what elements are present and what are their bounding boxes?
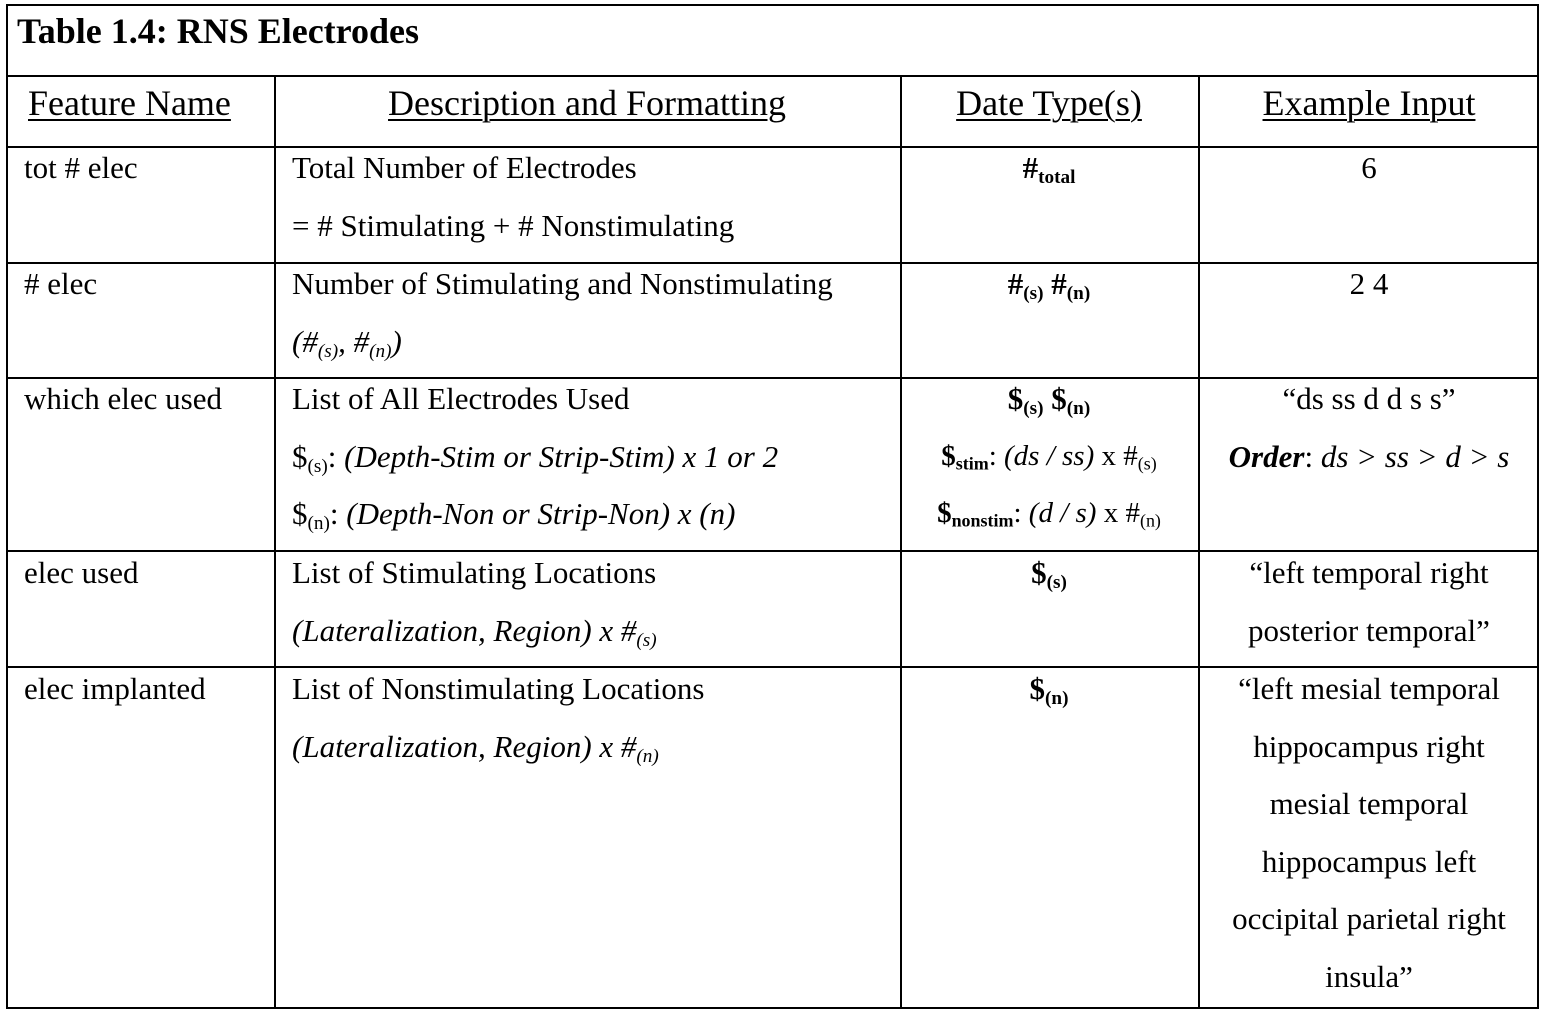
header-data-types: Date Type(s) (956, 83, 1142, 123)
type-text: (ds / ss) (1004, 439, 1095, 472)
table-row-example (1198, 370, 1540, 485)
table-title: Table 1.4: RNS Electrodes (17, 11, 420, 51)
desc-subscript: (n) (636, 745, 659, 767)
table-row-feature: elec implanted (24, 671, 206, 706)
example-line: hippocampus left (1261, 843, 1477, 879)
example-line: occipital parietal right (1232, 901, 1506, 936)
table-row-description (292, 660, 704, 775)
type-subscript: stim (955, 452, 989, 473)
type-subscript: (s) (1023, 282, 1044, 304)
type-line: $\$_{stim}$: (ds / ss) x $\#_{(s)}$ (941, 439, 1157, 473)
desc-text: (Lateralization, Region) x # (292, 728, 637, 764)
type-subscript: (n) (1066, 397, 1091, 419)
type-text: x # (1094, 439, 1138, 472)
type-subscript: (n) (1139, 510, 1161, 531)
table-row-feature: elec used (24, 555, 139, 590)
desc-text: , # (338, 323, 370, 359)
desc-subscript: (n) (369, 340, 392, 362)
type-symbol: $ (937, 497, 952, 529)
description-line: = # Stimulating + # Nonstimulating (292, 207, 735, 243)
table-row-data-type (900, 660, 1198, 718)
table-row-data-type (900, 139, 1198, 197)
type-subscript: total (1038, 166, 1076, 188)
type-symbol: # (1022, 150, 1039, 185)
description-line (292, 485, 778, 543)
table-row-description (292, 370, 778, 543)
type-subscript: (n) (1045, 687, 1069, 709)
description-line: List of Stimulating Locations (292, 555, 657, 590)
table-row-feature: # elec (24, 266, 98, 301)
desc-text: (# (292, 323, 318, 359)
desc-text: (Depth-Non or Strip-Non) x (n) (346, 496, 736, 531)
type-symbol: $ (1007, 381, 1024, 416)
table-row-example: 6 (1361, 150, 1377, 185)
type-subscript: (s) (1023, 397, 1044, 419)
desc-text: $ (292, 496, 308, 531)
description-line: List of All Electrodes Used (292, 381, 630, 416)
example-line: posterior temporal” (1248, 612, 1490, 648)
type-line: $\$_{nonstim}$: (d / s) x $\#_{(n)}$ (937, 497, 1161, 531)
header-feature-name: Feature Name (28, 83, 231, 123)
desc-subscript: (s) (307, 455, 328, 477)
desc-text: $ (292, 438, 308, 474)
table-row-description (292, 544, 657, 659)
type-symbol: $ (1031, 555, 1047, 590)
description-line: Number of Stimulating and Nonstimulating (292, 266, 833, 301)
desc-text: : (329, 496, 347, 531)
example-text: ds > ss > d > s (1320, 438, 1510, 474)
desc-subscript: (n) (307, 512, 330, 534)
header-example-input: Example Input (1262, 83, 1476, 123)
desc-subscript: (s) (317, 340, 339, 362)
table-row-feature: which elec used (24, 381, 222, 416)
title-divider (8, 75, 1537, 77)
table-row-data-type (900, 544, 1198, 602)
desc-text: : (327, 438, 345, 474)
desc-text: (Depth-Stim or Strip-Stim) x 1 or 2 (344, 438, 779, 474)
description-line (292, 313, 833, 371)
description-line (292, 428, 778, 486)
description-line: Total Number of Electrodes (292, 150, 637, 185)
type-line (900, 370, 1198, 428)
type-subscript: (n) (1066, 282, 1091, 304)
example-text: : (1304, 438, 1321, 474)
table-row-example (1198, 544, 1540, 659)
description-line (292, 718, 704, 776)
column-divider (274, 75, 276, 1007)
desc-text: (Lateralization, Region) x # (292, 612, 637, 648)
table-row-feature: tot # elec (24, 150, 138, 185)
table-row-example (1198, 660, 1540, 1005)
example-line: mesial temporal (1269, 786, 1469, 821)
example-line: “ds ss d d s s” (1282, 381, 1456, 416)
desc-text: ) (391, 323, 402, 359)
type-symbol: $ (1043, 381, 1067, 416)
example-line: “left temporal right (1249, 555, 1489, 590)
type-symbol: $ (1029, 671, 1045, 706)
example-line: hippocampus right (1253, 728, 1485, 764)
type-text: x # (1096, 497, 1140, 529)
type-subscript: nonstim (951, 510, 1014, 531)
table-row-data-type (900, 255, 1198, 313)
table-row-description (292, 139, 734, 254)
example-text: Order (1228, 438, 1305, 474)
type-symbol: $ (941, 439, 956, 472)
desc-subscript: (s) (636, 629, 657, 651)
example-line: “left mesial temporal (1238, 671, 1500, 706)
description-line: List of Nonstimulating Locations (292, 671, 705, 706)
type-subscript: (s) (1137, 452, 1157, 473)
type-subscript: (s) (1046, 571, 1067, 593)
table-row-description (292, 255, 833, 370)
description-line (292, 602, 657, 660)
type-text: (d / s) (1028, 497, 1097, 529)
example-line: insula” (1325, 958, 1413, 994)
header-description: Description and Formatting (388, 83, 786, 123)
table-row-example: 2 4 (1349, 266, 1389, 301)
type-symbol: # (1007, 266, 1024, 301)
example-line (1198, 428, 1540, 486)
type-symbol: # (1043, 266, 1067, 301)
table-row-data-type (900, 370, 1198, 543)
